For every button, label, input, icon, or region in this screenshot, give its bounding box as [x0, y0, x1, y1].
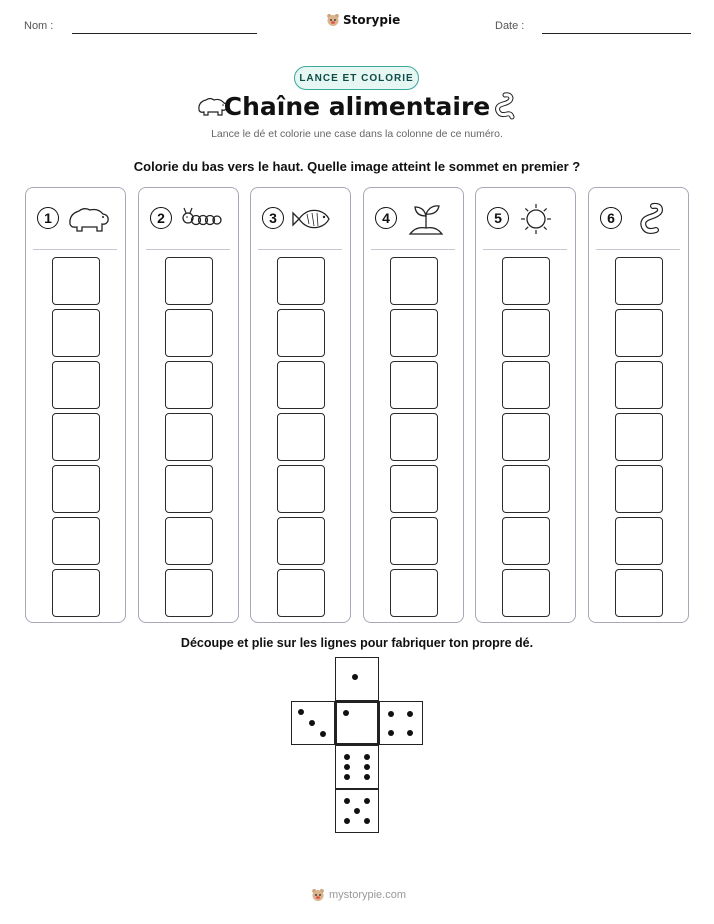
- pip: [364, 798, 370, 804]
- activity-badge: LANCE ET COLORIE: [294, 66, 419, 90]
- column-divider: [596, 249, 680, 250]
- pip: [344, 754, 350, 760]
- pip: [364, 754, 370, 760]
- color-cell[interactable]: [390, 413, 438, 461]
- pip: [344, 818, 350, 824]
- worm-icon: [629, 202, 675, 236]
- worm-icon: [487, 92, 517, 122]
- color-cell[interactable]: [52, 465, 100, 513]
- color-cell[interactable]: [615, 413, 663, 461]
- color-cell[interactable]: [390, 257, 438, 305]
- polar-bear-icon: [66, 202, 112, 236]
- pip: [344, 764, 350, 770]
- column-5: [475, 187, 576, 623]
- page-title: Chaîne alimentaire: [223, 92, 491, 121]
- color-cell[interactable]: [502, 465, 550, 513]
- color-cell[interactable]: [52, 257, 100, 305]
- caterpillar-icon: [179, 202, 225, 236]
- color-cell[interactable]: [615, 517, 663, 565]
- color-cell[interactable]: [165, 569, 213, 617]
- storypie-mascot-icon: [311, 888, 325, 902]
- column-number: 3: [262, 207, 284, 229]
- pip: [298, 709, 304, 715]
- color-cell[interactable]: [390, 309, 438, 357]
- column-1: [25, 187, 126, 623]
- column-header: [261, 202, 341, 236]
- color-cell[interactable]: [52, 517, 100, 565]
- color-cell[interactable]: [502, 361, 550, 409]
- color-cell[interactable]: [390, 361, 438, 409]
- pip: [309, 720, 315, 726]
- column-2: [138, 187, 239, 623]
- storypie-mascot-icon: [326, 13, 340, 27]
- column-6: [588, 187, 689, 623]
- color-cell[interactable]: [52, 361, 100, 409]
- date-label: Date :: [495, 20, 525, 32]
- column-divider: [483, 249, 567, 250]
- footer: [311, 888, 406, 902]
- color-cell[interactable]: [277, 413, 325, 461]
- column-header: [486, 202, 566, 236]
- dice-face-3[interactable]: [291, 701, 335, 745]
- name-label: Nom :: [24, 20, 54, 32]
- pip: [364, 774, 370, 780]
- color-cell[interactable]: [165, 257, 213, 305]
- pip: [343, 710, 349, 716]
- dice-face-1[interactable]: [335, 657, 379, 701]
- column-divider: [33, 249, 117, 250]
- column-header: [149, 202, 229, 236]
- column-divider: [258, 249, 342, 250]
- dice-instruction: Découpe et plie sur les lignes pour fabriquer ton propre dé.: [180, 636, 534, 650]
- sun-icon: [516, 202, 562, 236]
- column-4: [363, 187, 464, 623]
- date-line[interactable]: [542, 33, 691, 34]
- column-number: 5: [487, 207, 509, 229]
- column-number: 4: [375, 207, 397, 229]
- pip: [344, 798, 350, 804]
- color-cell[interactable]: [277, 465, 325, 513]
- color-cell[interactable]: [277, 257, 325, 305]
- dice-face-5[interactable]: [335, 789, 379, 833]
- column-header: [374, 202, 454, 236]
- color-cell[interactable]: [390, 465, 438, 513]
- pip: [354, 808, 360, 814]
- color-cell[interactable]: [165, 309, 213, 357]
- column-number: 2: [150, 207, 172, 229]
- color-cell[interactable]: [615, 257, 663, 305]
- column-divider: [371, 249, 455, 250]
- color-cell[interactable]: [165, 361, 213, 409]
- column-3: [250, 187, 351, 623]
- footer-url[interactable]: mystorypie.com: [329, 889, 407, 901]
- column-divider: [146, 249, 230, 250]
- pip: [344, 774, 350, 780]
- color-cell[interactable]: [277, 361, 325, 409]
- color-cell[interactable]: [502, 569, 550, 617]
- brand-logo: [326, 13, 400, 27]
- column-number: 6: [600, 207, 622, 229]
- pip: [407, 730, 413, 736]
- dice-face-4[interactable]: [379, 701, 423, 745]
- color-cell[interactable]: [165, 465, 213, 513]
- column-header: [599, 202, 679, 236]
- color-cell[interactable]: [502, 309, 550, 357]
- color-cell[interactable]: [502, 413, 550, 461]
- column-number: 1: [37, 207, 59, 229]
- color-cell[interactable]: [502, 257, 550, 305]
- pip: [407, 711, 413, 717]
- color-cell[interactable]: [277, 569, 325, 617]
- color-cell[interactable]: [615, 465, 663, 513]
- color-cell[interactable]: [277, 517, 325, 565]
- dice-face-6[interactable]: [335, 745, 379, 789]
- color-cell[interactable]: [390, 517, 438, 565]
- color-cell[interactable]: [615, 361, 663, 409]
- pip: [364, 818, 370, 824]
- color-cell[interactable]: [52, 569, 100, 617]
- color-cell[interactable]: [277, 309, 325, 357]
- color-cell[interactable]: [165, 413, 213, 461]
- instruction: Colorie du bas vers le haut. Quelle image atteint le sommet en premier ?: [133, 159, 581, 174]
- pip: [364, 764, 370, 770]
- brand-name: Storypie: [343, 13, 401, 27]
- pip: [352, 674, 358, 680]
- color-cell[interactable]: [615, 569, 663, 617]
- sprout-icon: [404, 202, 450, 236]
- color-cell[interactable]: [390, 569, 438, 617]
- column-header: [36, 202, 116, 236]
- color-cell[interactable]: [615, 309, 663, 357]
- name-line[interactable]: [72, 33, 257, 34]
- fish-icon: [291, 202, 337, 236]
- color-cell[interactable]: [502, 517, 550, 565]
- color-cell[interactable]: [165, 517, 213, 565]
- subtitle: Lance le dé et colorie une case dans la colonne de ce numéro.: [211, 128, 503, 140]
- dice-face-1-center[interactable]: [335, 701, 379, 745]
- color-cell[interactable]: [52, 413, 100, 461]
- pip: [388, 730, 394, 736]
- pip: [388, 711, 394, 717]
- color-cell[interactable]: [52, 309, 100, 357]
- pip: [320, 731, 326, 737]
